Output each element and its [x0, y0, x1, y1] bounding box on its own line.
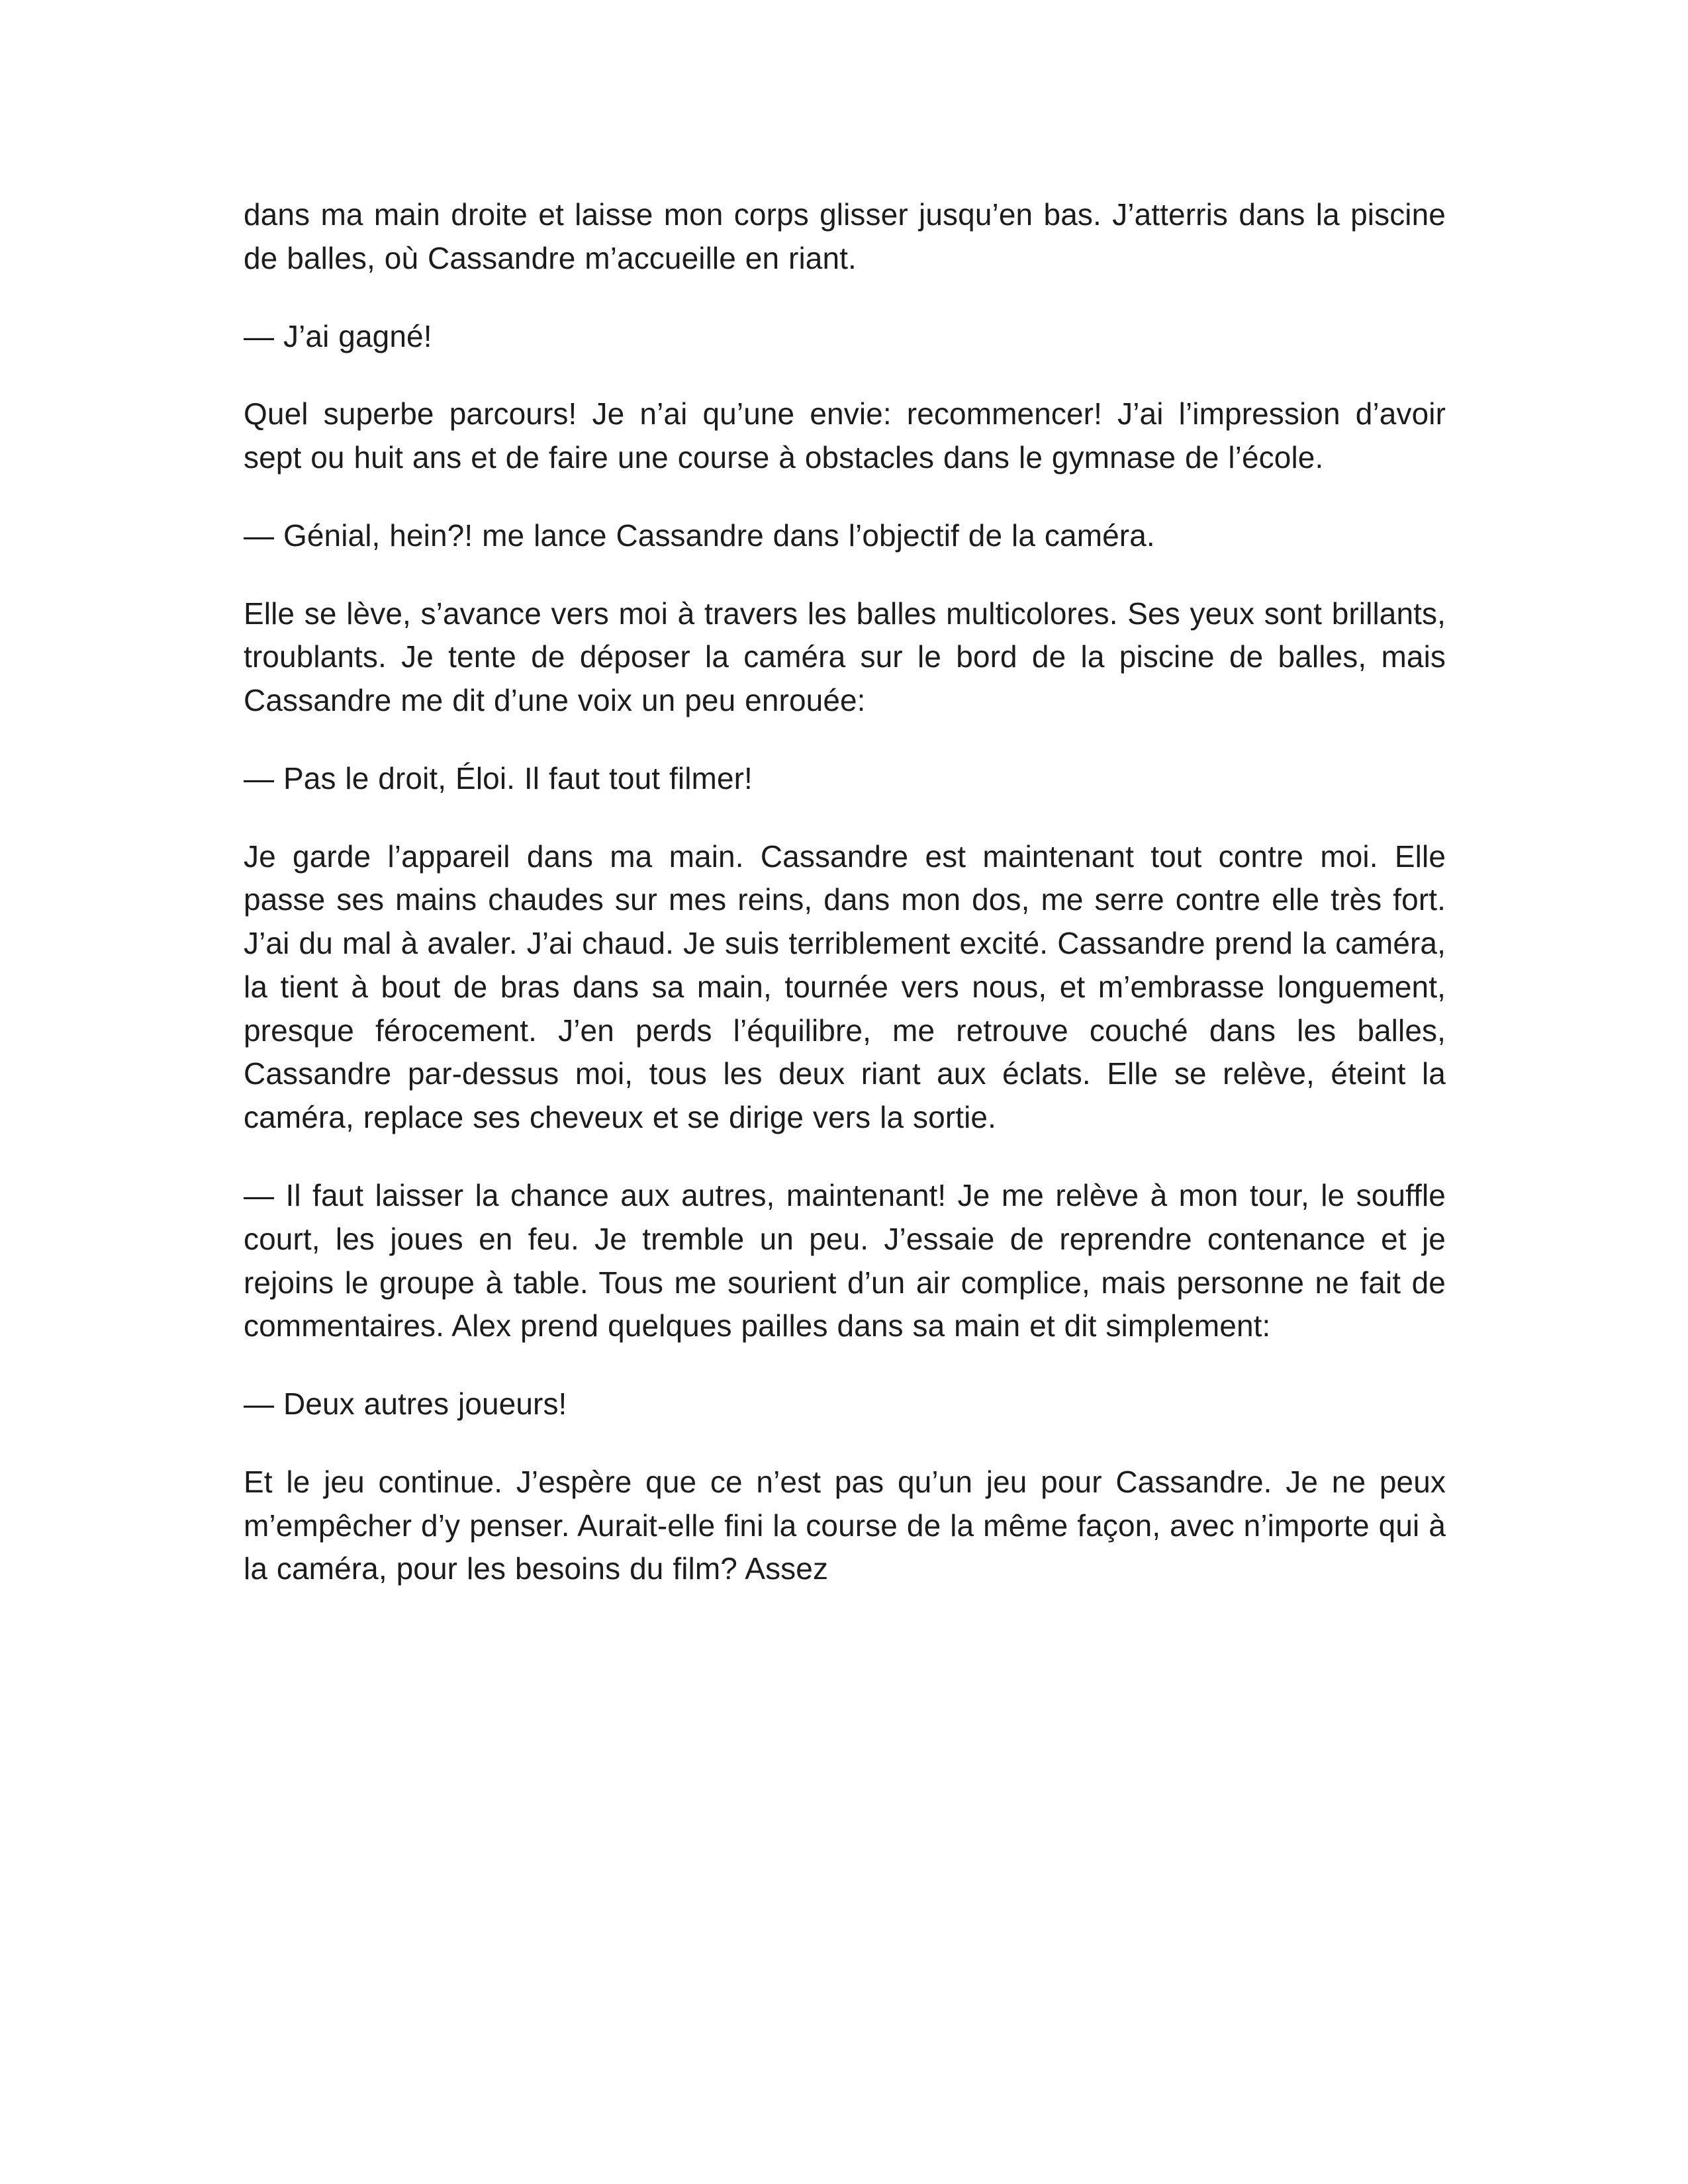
paragraph-dialogue: — Génial, hein?! me lance Cassandre dans l’objectif de la caméra. [244, 518, 1155, 553]
paragraph-narrative: Quel superbe parcours! Je n’ai qu’une envie: recommencer! J’ai l’impression d’avoir sept ou huit ans et de faire une course à obstacles dans le gymnase de l’école. [244, 396, 1446, 475]
paragraph-dialogue: — J’ai gagné! [244, 318, 432, 353]
text-block [244, 193, 1446, 1591]
paragraph-continuation: dans ma main droite et laisse mon corps glisser jusqu’en bas. J’atterris dans la piscine de balles, où Cassandre m’accueille en riant. [244, 197, 1446, 275]
paragraph-dialogue-narrative: — Il faut laisser la chance aux autres, maintenant! Je me relève à mon tour, le souffle court, les joues en feu. Je tremble un peu. J’essaie de reprendre contenance et je rejoins le groupe à table. Tous me sourient d’un air complice, mais personne ne fait de commentaires. Alex prend quelques pailles dans sa main et dit simplement: [244, 1178, 1446, 1343]
paragraph-narrative: Je garde l’appareil dans ma main. Cassandre est maintenant tout contre moi. Elle passe ses mains chaudes sur mes reins, dans mon dos, me serre contre elle très fort. J’ai du mal à avaler. J’ai chaud. Je suis terriblement excité. Cassandre prend la caméra, la tient à bout de bras dans sa main, tournée vers nous, et m’embrasse longuement, presque férocement. J’en perds l’équilibre, me retrouve couché dans les balles, Cassandre par-dessus moi, tous les deux riant aux éclats. Elle se relève, éteint la caméra, replace ses cheveux et se dirige vers la sortie. [244, 839, 1446, 1135]
paragraph-narrative: Et le jeu continue. J’espère que ce n’est pas qu’un jeu pour Cassandre. Je ne peux m’empêcher d’y penser. Aurait-elle fini la course de la même façon, avec n’importe qui à la caméra, pour les besoins du film? Assez [244, 1464, 1446, 1586]
paragraph-dialogue: — Pas le droit, Éloi. Il faut tout filmer! [244, 760, 753, 796]
paragraph-narrative: Elle se lève, s’avance vers moi à travers les balles multicolores. Ses yeux sont brillants, troublants. Je tente de déposer la caméra sur le bord de la piscine de balles, mais Cassandre me dit d’une voix un peu enrouée: [244, 596, 1446, 718]
paragraph-dialogue: — Deux autres joueurs! [244, 1387, 567, 1422]
